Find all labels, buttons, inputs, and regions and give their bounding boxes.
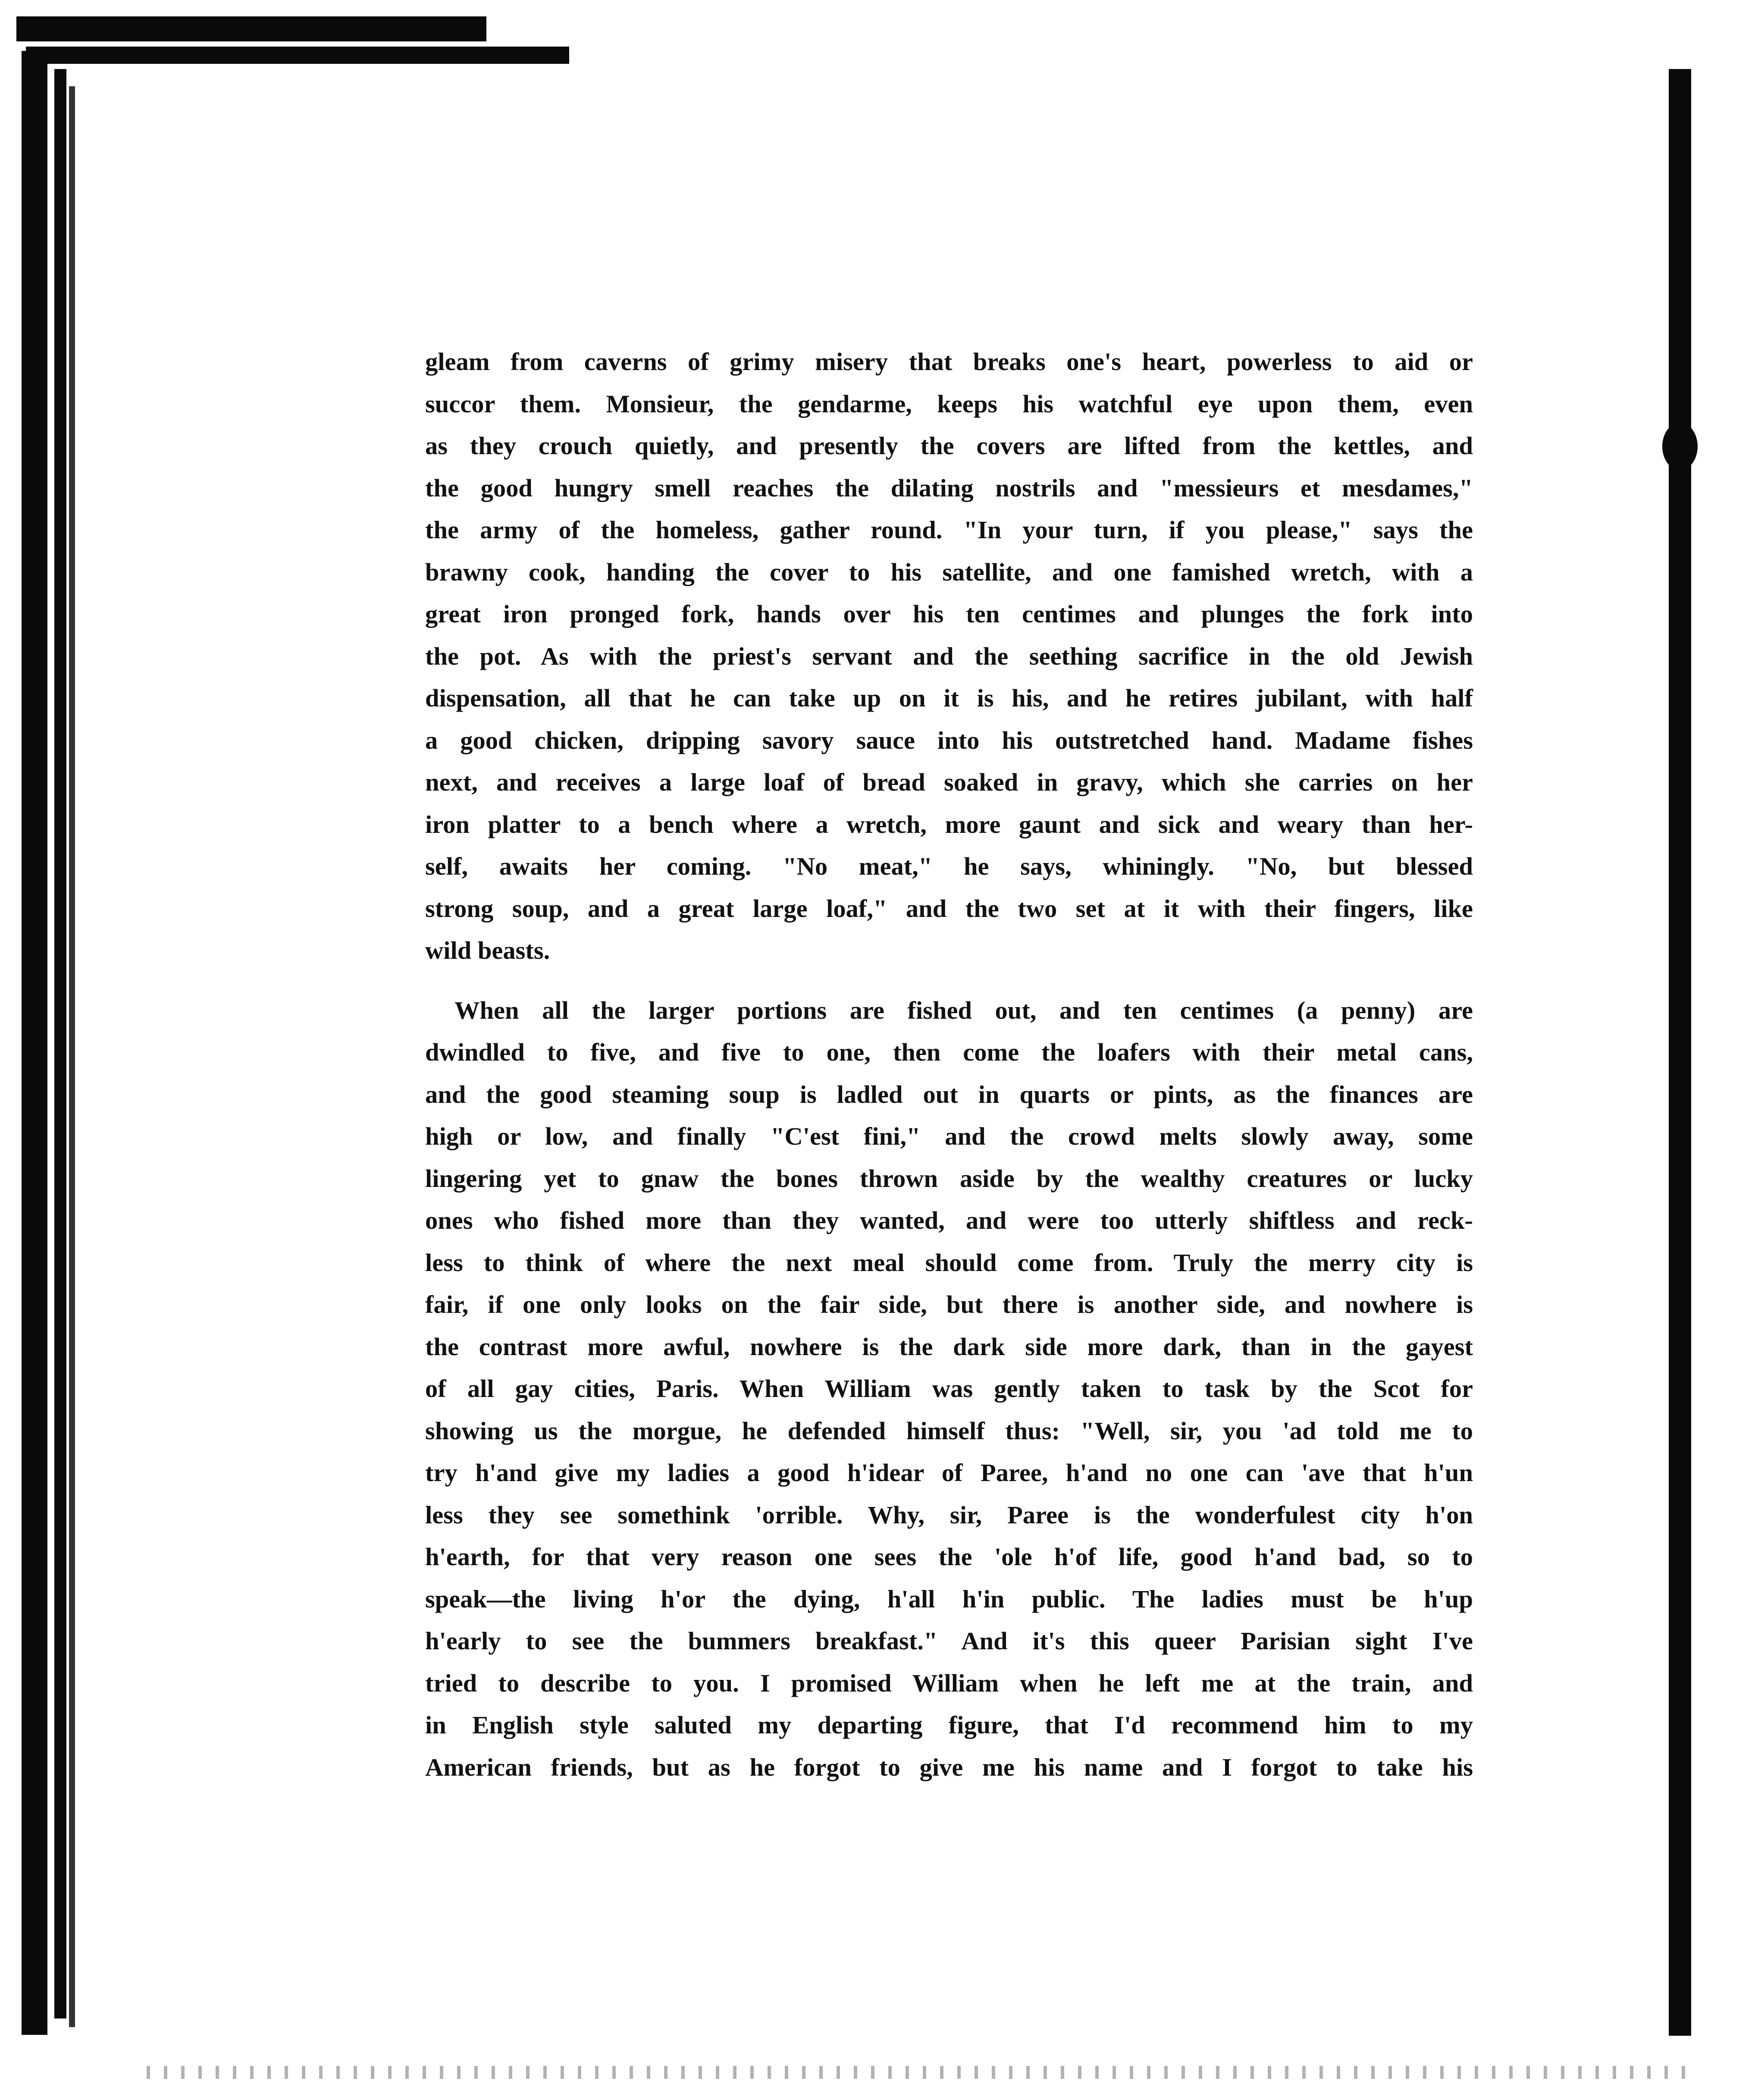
text-line: h'early to see the bummers breakfast." And it's this queer Parisian sight I've (425, 1627, 1473, 1655)
scan-border-left (22, 51, 47, 2035)
text-line: next, and receives a large loaf of bread soaked in gravy, which she carries on her (425, 768, 1473, 796)
text-line: a good chicken, dripping savory sauce into his outstretched hand. Madame fishes (425, 726, 1473, 754)
text-line: showing us the morgue, he defended himself thus: "Well, sir, you 'ad told me to (425, 1416, 1473, 1445)
text-line: American friends, but as he forgot to give me his name and I forgot to take his (425, 1753, 1473, 1781)
text-line: strong soup, and a great large loaf," and the two set at it with their fingers, like (425, 894, 1473, 923)
text-line: the army of the homeless, gather round. "In your turn, if you please," says the (425, 516, 1473, 544)
text-line: tried to describe to you. I promised William when he left me at the train, and (425, 1669, 1473, 1697)
scan-border-right (1669, 69, 1691, 2036)
scan-border-right-blot (1662, 423, 1698, 470)
scan-border-left-shadow (69, 86, 75, 2027)
text-line: high or low, and finally "C'est fini," and the crowd melts slowly away, some (425, 1122, 1473, 1150)
text-line: brawny cook, handing the cover to his satellite, and one famished wretch, with a (425, 558, 1473, 586)
paragraph-1 (425, 341, 1473, 972)
text-line: fair, if one only looks on the fair side, but there is another side, and nowhere is (425, 1290, 1473, 1318)
text-line: speak—the living h'or the dying, h'all h'in public. The ladies must be h'up (425, 1585, 1473, 1613)
text-line: less to think of where the next meal should come from. Truly the merry city is (425, 1248, 1473, 1277)
text-line: succor them. Monsieur, the gendarme, keeps his watchful eye upon them, even (425, 389, 1473, 418)
page-text (425, 341, 1473, 1788)
text-line: When all the larger portions are fished out, and ten centimes (a penny) are (454, 996, 1473, 1024)
text-line: wild beasts. (425, 936, 550, 964)
text-line: and the good steaming soup is ladled out in quarts or pints, as the finances are (425, 1080, 1473, 1108)
text-line: ones who fished more than they wanted, and were too utterly shiftless and reck- (425, 1206, 1473, 1234)
text-line: gleam from caverns of grimy misery that breaks one's heart, powerless to aid or (425, 348, 1473, 376)
text-line: iron platter to a bench where a wretch, more gaunt and sick and weary than her- (425, 810, 1473, 838)
scan-border-left-inner (54, 69, 66, 2018)
text-line: lingering yet to gnaw the bones thrown aside by the wealthy creatures or lucky (425, 1164, 1473, 1193)
text-line: less they see somethink 'orrible. Why, sir, Paree is the wonderfulest city h'on (425, 1500, 1473, 1529)
text-line: h'earth, for that very reason one sees the 'ole h'of life, good h'and bad, so to (425, 1543, 1473, 1571)
text-line: dwindled to five, and five to one, then come the loafers with their metal cans, (425, 1038, 1473, 1066)
text-line: as they crouch quietly, and presently the covers are lifted from the kettles, and (425, 432, 1473, 460)
text-line: great iron pronged fork, hands over his ten centimes and plunges the fork into (425, 600, 1473, 628)
scan-border-bottom-noise (147, 2066, 1699, 2079)
paragraph-2 (425, 989, 1473, 1789)
text-line: the contrast more awful, nowhere is the dark side more dark, than in the gayest (425, 1332, 1473, 1361)
text-line: of all gay cities, Paris. When William was gently taken to task by the Scot for (425, 1375, 1473, 1403)
text-line: try h'and give my ladies a good h'idear of Paree, h'and no one can 'ave that h'un (425, 1459, 1473, 1487)
text-line: in English style saluted my departing figure, that I'd recommend him to my (425, 1711, 1473, 1739)
scan-border-top-inner (26, 47, 569, 64)
text-line: the pot. As with the priest's servant and the seething sacrifice in the old Jewish (425, 642, 1473, 670)
scan-border-top (16, 16, 486, 41)
text-line: self, awaits her coming. "No meat," he says, whiningly. "No, but blessed (425, 852, 1473, 880)
text-line: dispensation, all that he can take up on it is his, and he retires jubilant, with half (425, 684, 1473, 712)
text-line: the good hungry smell reaches the dilating nostrils and "messieurs et mesdames," (425, 474, 1473, 502)
